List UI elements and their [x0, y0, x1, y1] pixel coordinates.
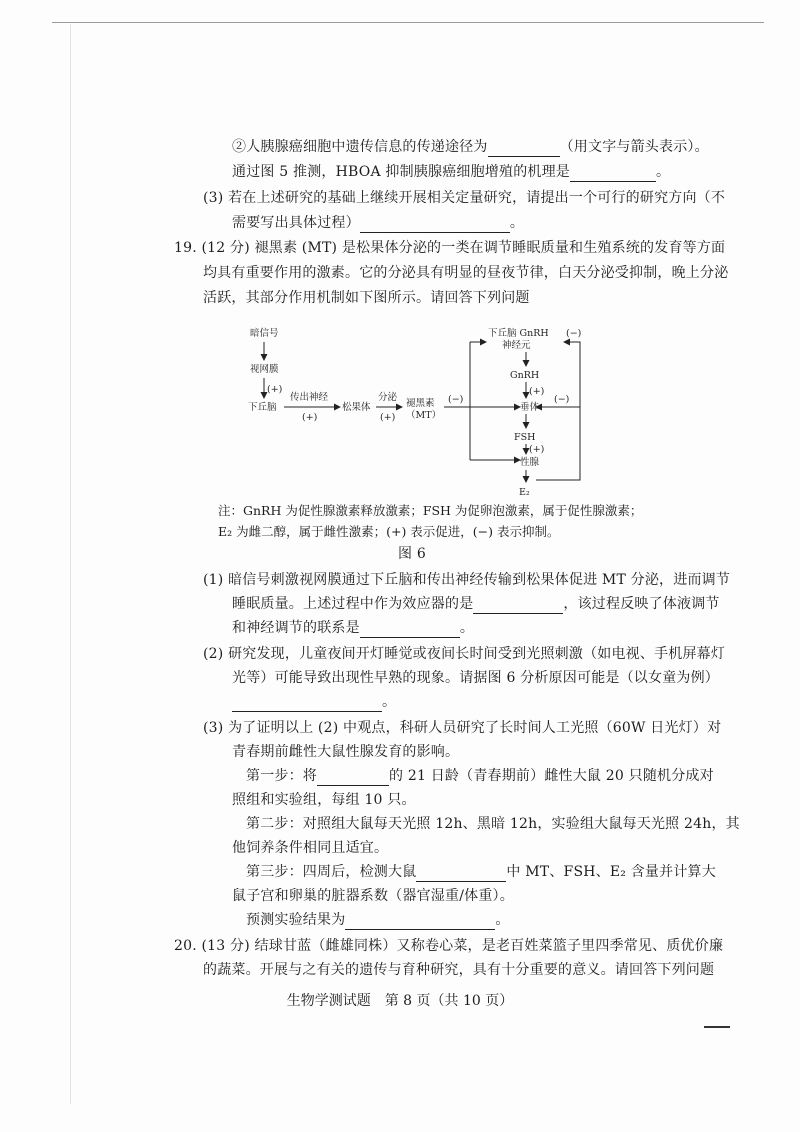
page-scan-edge	[70, 24, 71, 1104]
answer-blank[interactable]	[232, 697, 382, 712]
step2-line-2: 他饲养条件相同且适宜。	[232, 840, 389, 856]
label-secrete: 分泌	[378, 392, 398, 403]
step2-line-1: 第二步：对照组大鼠每天光照 12h、黑暗 12h，实验组大鼠每天光照 24h，其	[246, 816, 740, 832]
node-gnrh: GnRH	[510, 370, 540, 381]
q19-part3-line-2: 青春期前雌性大鼠性腺发育的影响。	[232, 744, 460, 760]
q19-intro-line-1: 19. (12 分) 褪黑素 (MT) 是松果体分泌的一类在调节睡眠质量和生殖系统的发育等方面	[174, 240, 726, 256]
step1-line-2: 照组和实验组，每组 10 只。	[232, 792, 416, 808]
label-plus: (+)	[302, 412, 318, 423]
label-minus: (−)	[566, 328, 582, 339]
q19-part2-line-3: 。	[232, 692, 396, 712]
figure-caption: 图 6	[398, 546, 426, 562]
node-pineal-gland: 松果体	[342, 402, 371, 413]
node-gnrh-neuron: 下丘脑 GnRH	[488, 328, 549, 339]
q19-part3-line-1: (3) 为了证明以上 (2) 中观点，科研人员研究了长时间人工光照（60W 日光灯）对	[203, 720, 722, 736]
q20-intro-line-2: 的蔬菜。开展与之有关的遗传与育种研究，具有十分重要的意义。请回答下列问题	[203, 962, 715, 978]
q19-part1-line-2: 睡眠质量。上述过程中作为效应器的是 ，该过程反映了体液调节	[232, 596, 720, 612]
answer-blank[interactable]	[570, 167, 656, 182]
step3-line-1: 第三步：四周后，检测大鼠 中 MT、FSH、E₂ 含量并计算大	[246, 864, 716, 880]
node-gonad: 性腺	[520, 457, 540, 468]
prediction-line: 预测实验结果为 。	[246, 912, 510, 928]
label-efferent-nerve: 传出神经	[290, 392, 329, 403]
q18-part3-line-1: (3) 若在上述研究的基础上继续开展相关定量研究，请提出一个可行的研究方向（不	[203, 190, 726, 206]
q18-line-1: ②人胰腺癌细胞中遗传信息的传递途径为 （用文字与箭头表示）。	[232, 139, 709, 155]
answer-blank[interactable]	[360, 218, 510, 233]
figure-note-2: E₂ 为雌二醇，属于雌性激素；(+) 表示促进，(−) 表示抑制。	[218, 524, 560, 539]
label-minus: (−)	[554, 394, 570, 405]
q20-intro-line-1: 20. (13 分) 结球甘蓝（雌雄同株）又称卷心菜，是老百姓菜篮子里四季常见、质优价廉	[174, 938, 724, 954]
node-melatonin: 褪黑素	[406, 398, 435, 409]
node-pituitary: 垂体	[520, 402, 540, 413]
label-plus: (+)	[529, 386, 545, 397]
node-retina: 视网膜	[250, 364, 279, 375]
node-gnrh-neuron-2: 神经元	[502, 340, 531, 351]
node-hypothalamus: 下丘脑	[248, 402, 277, 413]
node-e2: E₂	[519, 487, 530, 498]
q19-part2-line-2: 光等）可能导致出现性早熟的现象。请据图 6 分析原因可能是（以女童为例）	[232, 670, 720, 686]
corner-dash	[704, 1026, 730, 1028]
answer-blank[interactable]	[345, 915, 495, 930]
q19-part1-line-3: 和神经调节的联系是 。	[232, 620, 475, 636]
answer-blank[interactable]	[488, 142, 560, 157]
q19-part1-line-1: (1) 暗信号刺激视网膜通过下丘脑和传出神经传输到松果体促进 MT 分泌，进而调节	[203, 572, 731, 588]
answer-blank[interactable]	[360, 623, 460, 638]
answer-blank[interactable]	[473, 599, 563, 614]
step1-line-1: 第一步：将 的 21 日龄（青春期前）雌性大鼠 20 只随机分成对	[246, 768, 714, 784]
node-dark-signal: 暗信号	[250, 328, 279, 339]
label-plus: (+)	[529, 444, 545, 455]
answer-blank[interactable]	[317, 771, 389, 786]
figure-note-1: 注：GnRH 为促性腺激素释放激素；FSH 为促卵泡激素，属于促性腺激素；	[218, 503, 643, 518]
label-plus: (+)	[380, 412, 396, 423]
node-fsh: FSH	[514, 432, 536, 443]
label-plus: (+)	[267, 384, 283, 395]
q19-part2-line-1: (2) 研究发现，儿童夜间开灯睡觉或夜间长时间受到光照刺激（如电视、手机屏幕灯	[203, 646, 726, 662]
step3-line-2: 鼠子宫和卵巢的脏器系数（器官湿重/体重）。	[232, 888, 514, 904]
node-melatonin-abbr: （MT）	[406, 410, 442, 421]
page-footer: 生物学测试题 第 8 页（共 10 页）	[286, 993, 514, 1009]
page-top-rule	[52, 22, 764, 23]
q18-part3-line-2: 需要写出具体过程） 。	[232, 215, 525, 231]
feedback-to-gnrh-neuron	[536, 342, 580, 480]
q18-line-2: 通过图 5 推测，HBOA 抑制胰腺癌细胞增殖的机理是 。	[232, 164, 671, 180]
answer-blank[interactable]	[416, 867, 506, 882]
q19-intro-line-3: 活跃，其部分作用机制如下图所示。请回答下列问题	[203, 290, 530, 306]
label-minus: (−)	[448, 394, 464, 405]
q19-intro-line-2: 均具有重要作用的激素。它的分泌具有明显的昼夜节律，白天分泌受抑制，晚上分泌	[203, 265, 729, 281]
mt-mechanism-diagram	[236, 320, 596, 502]
